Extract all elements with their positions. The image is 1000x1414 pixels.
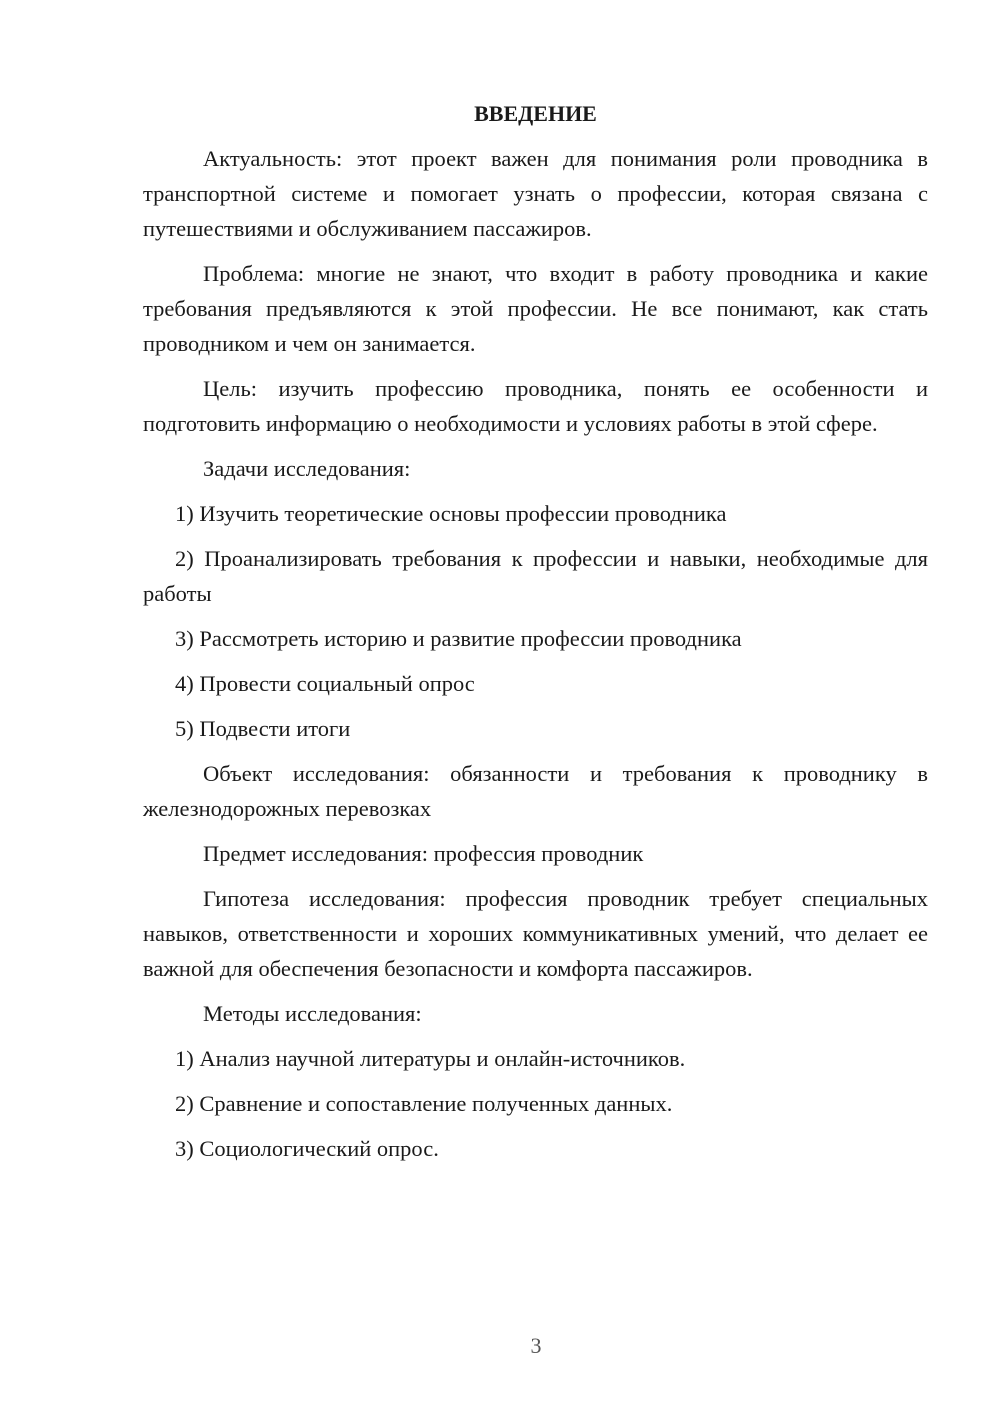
task-item-2: 2) Проанализировать требования к профессии и навыки, необходимые для работы bbox=[143, 546, 928, 606]
paragraph-object: Объект исследования: обязанности и требования к проводнику в железнодорожных перевозках bbox=[143, 761, 928, 821]
tasks-heading: Задачи исследования: bbox=[203, 456, 411, 481]
page-content bbox=[143, 96, 928, 1176]
method-item-1: 1) Анализ научной литературы и онлайн-источников. bbox=[175, 1046, 686, 1071]
paragraph-relevance: Актуальность: этот проект важен для понимания роли проводника в транспортной системе и помогает узнать о профессии, которая связана с путешествиями и обслуживанием пассажиров. bbox=[143, 146, 928, 241]
task-item-1: 1) Изучить теоретические основы профессии проводника bbox=[175, 501, 727, 526]
method-item-2: 2) Сравнение и сопоставление полученных данных. bbox=[175, 1091, 673, 1116]
section-title: ВВЕДЕНИЕ bbox=[474, 101, 597, 126]
methods-heading: Методы исследования: bbox=[203, 1001, 422, 1026]
paragraph-subject: Предмет исследования: профессия проводник bbox=[203, 841, 644, 866]
task-item-4: 4) Провести социальный опрос bbox=[175, 671, 475, 696]
paragraph-goal: Цель: изучить профессию проводника, понять ее особенности и подготовить информацию о необходимости и условиях работы в этой сфере. bbox=[143, 376, 928, 436]
task-item-3: 3) Рассмотреть историю и развитие профессии проводника bbox=[175, 626, 742, 651]
paragraph-hypothesis: Гипотеза исследования: профессия проводник требует специальных навыков, ответственности и хороших коммуникативных умений, что делает ее важной для обеспечения безопасности и комфорта пассажиров. bbox=[143, 886, 928, 981]
paragraph-problem: Проблема: многие не знают, что входит в работу проводника и какие требования предъявляются к этой профессии. Не все понимают, как стать проводником и чем он занимается. bbox=[143, 261, 928, 356]
page-number: 3 bbox=[530, 1333, 542, 1358]
method-item-3: 3) Социологический опрос. bbox=[175, 1136, 439, 1161]
task-item-5: 5) Подвести итоги bbox=[175, 716, 351, 741]
